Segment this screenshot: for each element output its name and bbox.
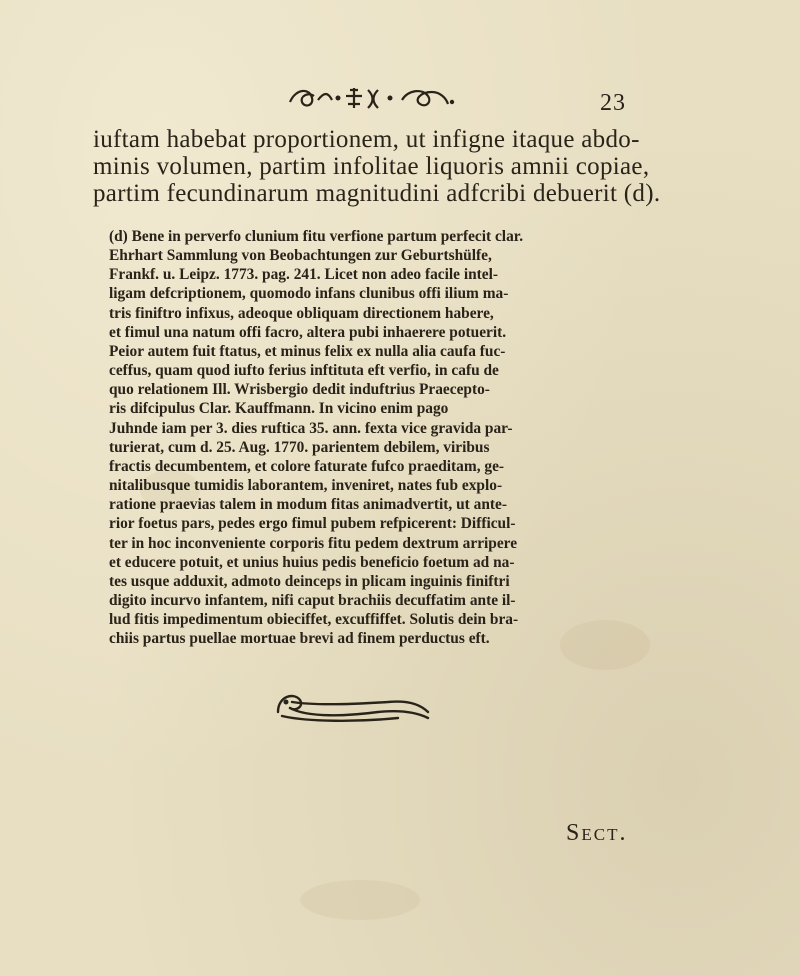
footnote-line: quo relationem Ill. Wrisbergio dedit induftrius Praecepto-	[109, 381, 490, 399]
footnote-line: tris finiftro infixus, adeoque obliquam directionem habere,	[109, 304, 494, 322]
footnote-line: Juhnde iam per 3. dies ruftica 35. ann. fexta vice gravida par-	[109, 419, 513, 437]
main-text-line: partim fecundinarum magnitudini adfcribi debuerit (d).	[93, 180, 661, 207]
footnote-line: ligam defcriptionem, quomodo infans clunibus offi ilium ma-	[109, 285, 509, 303]
page-number: 23	[600, 90, 626, 116]
footnote-line: lud fitis impedimentum obieciffet, excuffiffet. Solutis dein bra-	[109, 611, 519, 629]
footnote-line: ratione praevias talem in modum fitas animadvertit, ut ante-	[109, 496, 507, 514]
footnote-line: Peior autem fuit ftatus, et minus felix ex nulla alia caufa fuc-	[109, 342, 506, 360]
footnote-line: Ehrhart Sammlung von Beobachtungen zur Geburtshülfe,	[109, 247, 492, 265]
main-text-line: minis volumen, partim infolitae liquoris amnii copiae,	[93, 153, 650, 180]
footnote-line: tes usque adduxit, admoto deinceps in plicam inguinis finiftri	[109, 572, 510, 590]
footnote-line: Frankf. u. Leipz. 1773. pag. 241. Licet non adeo facile intel-	[109, 266, 499, 284]
footnote-line: et educere potuit, et unius huius pedis beneficio foetum ad na-	[109, 553, 515, 571]
footnote-line: ris difcipulus Clar. Kauffmann. In vicino enim pago	[109, 400, 449, 418]
main-text	[93, 126, 713, 207]
footnote-line: ceffus, quam quod iufto ferius inftituta eft verfio, in cafu de	[109, 362, 499, 380]
catchword: Sect.	[566, 820, 628, 846]
header-ornament	[282, 78, 462, 112]
footnote-line: fractis decumbentem, et colore faturate fufco praeditam, ge-	[109, 457, 505, 475]
paper-stain	[300, 880, 420, 920]
footnote-line: (d) Bene in perverfo clunium fitu verfione partum perfecit clar.	[109, 228, 524, 245]
footnote-line: digito incurvo infantem, nifi caput brachiis decuffatim ante il-	[109, 591, 516, 609]
footnote-line: rior foetus pars, pedes ergo fimul pubem refpicerent: Difficul-	[109, 515, 516, 533]
footnote	[109, 227, 709, 648]
footnote-line: ter in hoc inconveniente corporis fitu pedem dextrum arripere	[109, 534, 518, 552]
footnote-line: et fimul una natum offi facro, altera pubi inhaerere potuerit.	[109, 323, 507, 341]
footnote-line: nitalibusque tumidis laborantem, inveniret, nates fub explo-	[109, 477, 503, 495]
footnote-line: turierat, cum d. 25. Aug. 1770. parientem debilem, viribus	[109, 438, 490, 456]
tailpiece-ornament	[268, 682, 438, 724]
footnote-line: chiis partus puellae mortuae brevi ad finem perductus eft.	[109, 630, 490, 648]
main-text-line: iuftam habebat proportionem, ut infigne itaque abdo-	[93, 126, 640, 153]
